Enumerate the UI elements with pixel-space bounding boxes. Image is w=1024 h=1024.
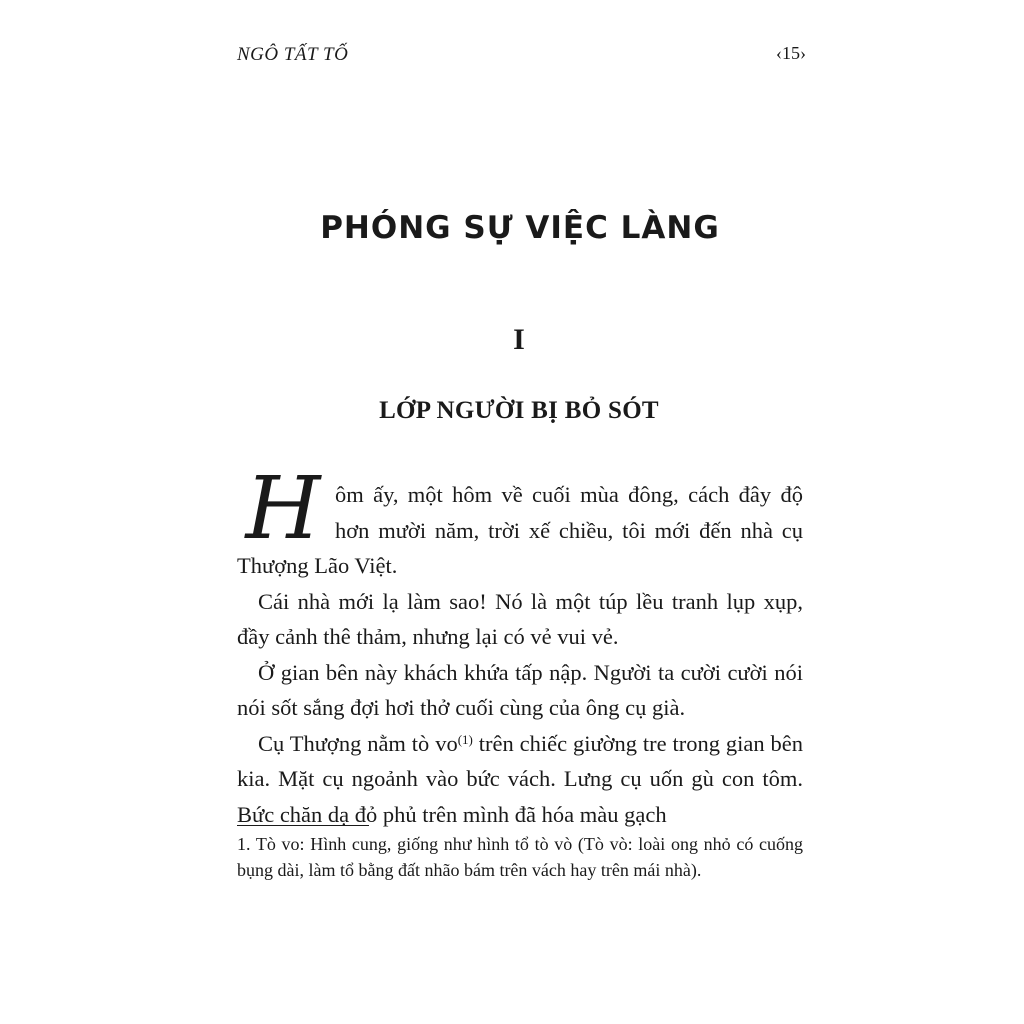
running-head-author: NGÔ TẤT TỐ (237, 44, 349, 65)
footnote-marker: (1) (457, 731, 473, 747)
paragraph-3: Ở gian bên này khách khứa tấp nập. Người ta cười cười nói nói sốt sắng đợi hơi thở cuối cùng của ông cụ già. (237, 659, 803, 720)
chapter-number: I (513, 323, 525, 356)
paragraph-4-text-before-note: Cụ Thượng nằm tò vo (258, 730, 458, 756)
page-number: ‹15› (776, 43, 806, 63)
chapter-title: LỚP NGƯỜI BỊ BỎ SÓT (379, 397, 659, 424)
book-title: PHÓNG SỰ VIỆC LÀNG (320, 210, 720, 246)
footnote: 1. Tò vo: Hình cung, giống như hình tổ tò vò (Tò vò: loài ong nhỏ có cuống bụng dài, làm tổ bằng đất nhão bám trên vách hay trên mái nhà). (237, 834, 803, 880)
footnote-divider (237, 825, 369, 826)
paragraph-4-text-after-note: trên chiếc giường tre trong gian bên kia. Mặt cụ ngoảnh vào bức vách. Lưng cụ uốn gù con tôm. Bức chăn dạ đỏ phủ trên mình đã hóa màu gạch (237, 730, 804, 827)
drop-cap: H (245, 459, 321, 559)
paragraph-4 (237, 726, 803, 833)
body-text (237, 459, 804, 832)
paragraph-1-text: ôm ấy, một hôm về cuối mùa đông, cách đây độ hơn mười năm, trời xế chiều, tôi mới đến nhà cụ Thượng Lão Việt. (237, 482, 803, 578)
paragraph-1 (237, 459, 803, 584)
paragraph-2: Cái nhà mới lạ làm sao! Nó là một túp lều tranh lụp xụp, đầy cảnh thê thảm, nhưng lại có vẻ vui vẻ. (237, 588, 803, 649)
